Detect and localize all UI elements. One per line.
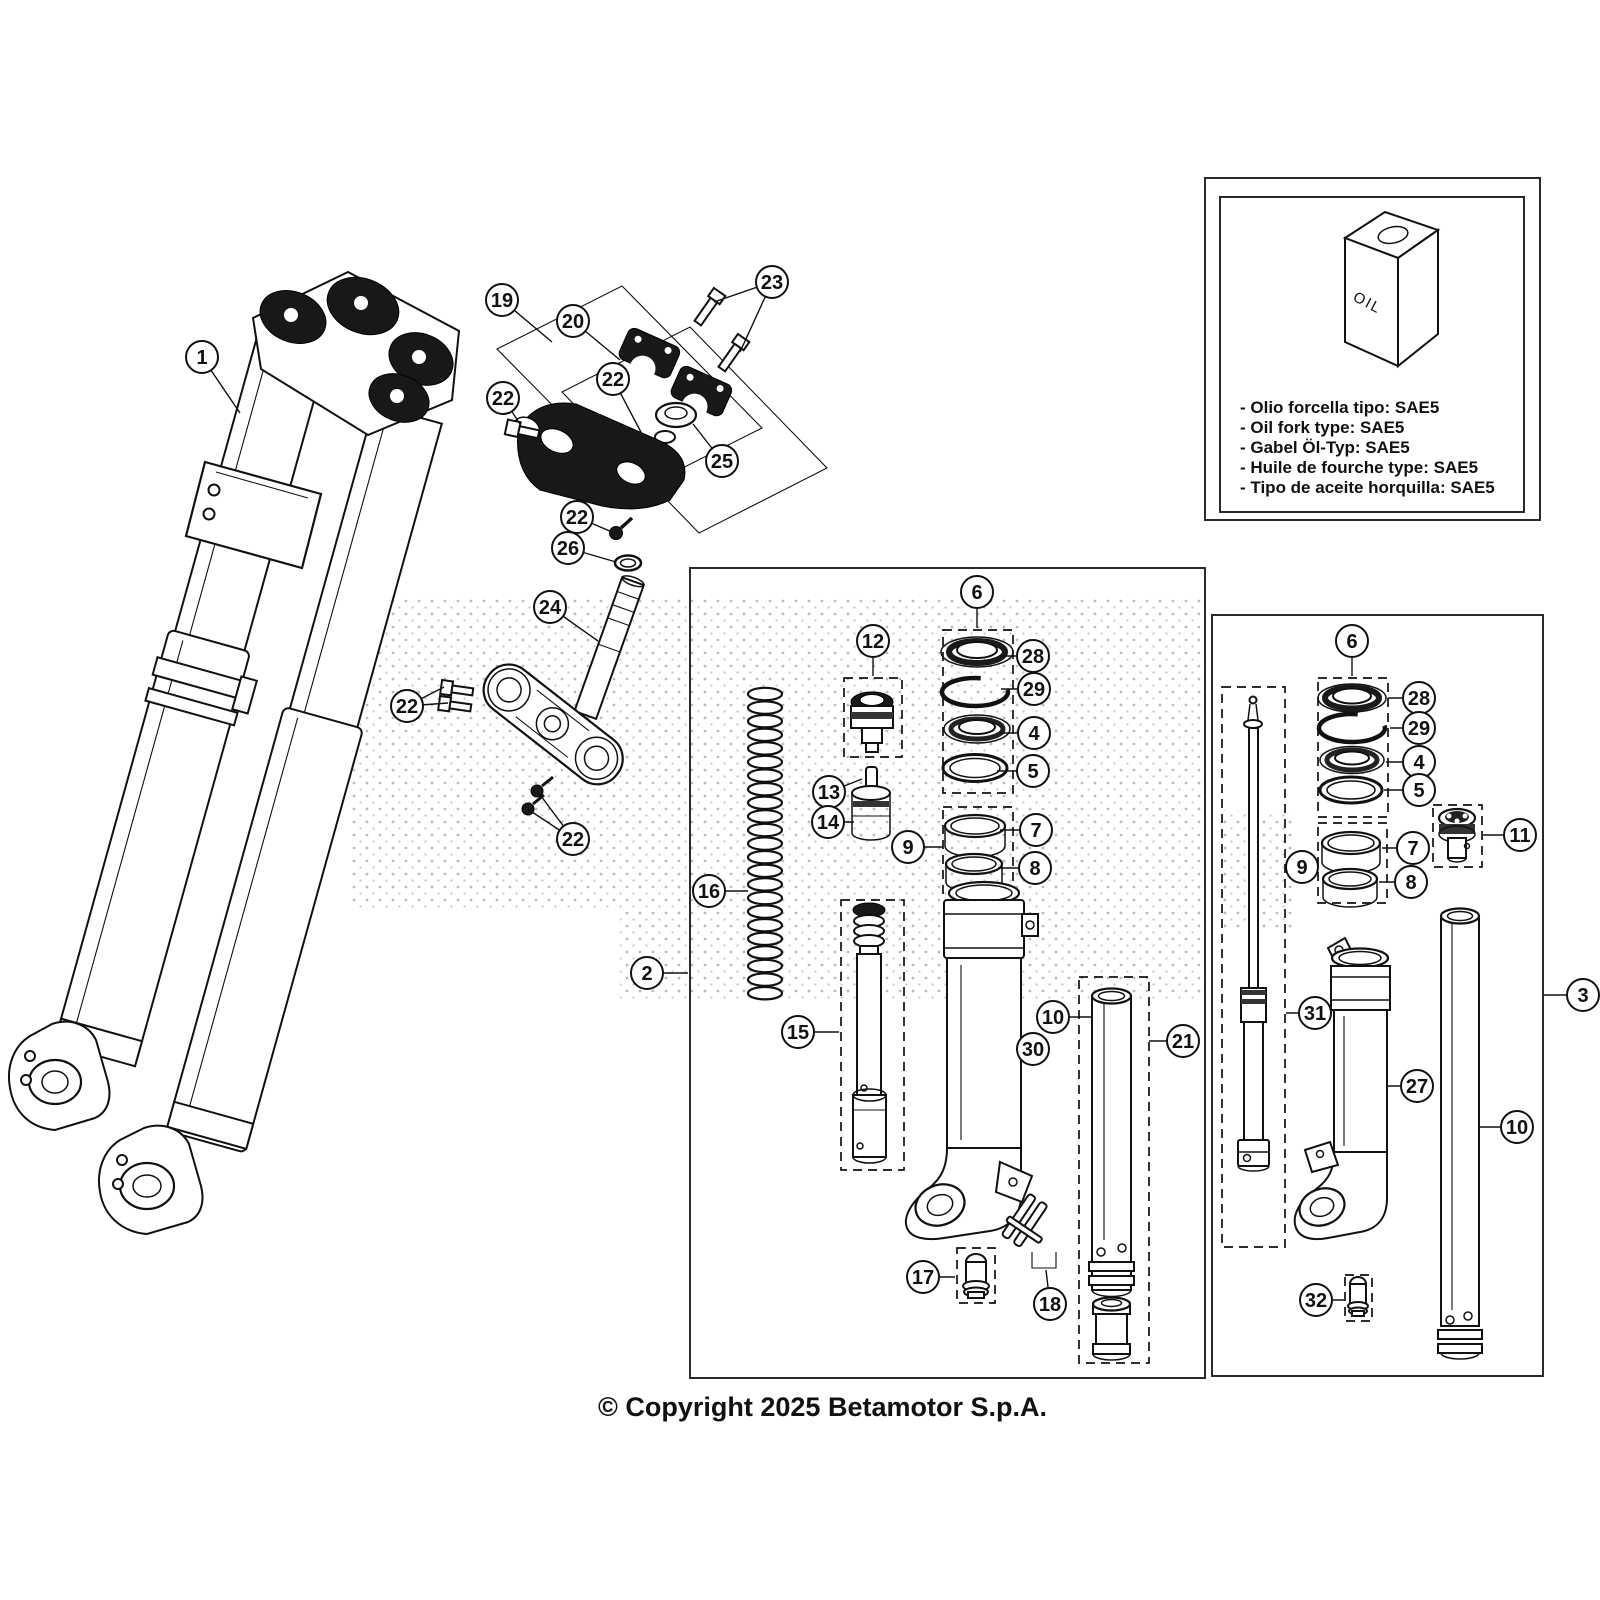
callout-1 <box>186 341 240 413</box>
part-compression-cap <box>1439 809 1475 862</box>
svg-text:8: 8 <box>1405 872 1417 894</box>
svg-text:8: 8 <box>1029 858 1041 880</box>
svg-text:7: 7 <box>1030 820 1042 842</box>
callout-25 <box>693 424 738 477</box>
callout-17 <box>907 1261 955 1293</box>
svg-text:5: 5 <box>1413 780 1425 802</box>
svg-text:22: 22 <box>601 369 625 391</box>
svg-text:10: 10 <box>1041 1007 1065 1029</box>
svg-text:15: 15 <box>786 1022 810 1044</box>
part-bushing-lower <box>1323 869 1377 907</box>
callout-19 <box>486 284 552 342</box>
callout-10 <box>1037 1001 1092 1033</box>
part-cartridge <box>853 903 886 1163</box>
svg-text:14: 14 <box>816 812 840 834</box>
front-axle-lug <box>9 1022 110 1130</box>
svg-text:5: 5 <box>1027 761 1039 783</box>
part-oil-seal <box>1320 747 1384 774</box>
callout-9 <box>1286 851 1318 883</box>
svg-text:11: 11 <box>1509 825 1531 847</box>
part-bushing-upper <box>1322 832 1380 873</box>
svg-text:6: 6 <box>971 582 983 604</box>
riser-bolt <box>716 334 749 373</box>
callout-10 <box>1480 1111 1533 1143</box>
svg-text:22: 22 <box>395 696 419 718</box>
svg-text:21: 21 <box>1171 1031 1195 1053</box>
callout-28 <box>1388 682 1435 714</box>
callout-7 <box>1382 832 1429 864</box>
callout-21 <box>1149 1025 1199 1057</box>
callout-22 <box>487 382 520 424</box>
part-outer-tube-right <box>1294 938 1390 1239</box>
svg-text:32: 32 <box>1304 1290 1328 1312</box>
svg-text:29: 29 <box>1407 718 1431 740</box>
right-panel-parts <box>1238 684 1482 1359</box>
svg-text:2: 2 <box>641 963 653 985</box>
svg-text:3: 3 <box>1577 985 1589 1007</box>
svg-text:28: 28 <box>1021 646 1045 668</box>
part-inner-tube-left <box>1089 989 1134 1361</box>
callout-26 <box>552 532 616 564</box>
svg-text:7: 7 <box>1407 838 1419 860</box>
svg-text:28: 28 <box>1407 688 1431 710</box>
rear-axle-lug <box>99 1126 203 1234</box>
callout-23 <box>714 266 788 352</box>
callout-3 <box>1544 979 1599 1011</box>
callout-6 <box>1336 625 1368 676</box>
svg-text:1: 1 <box>196 347 208 369</box>
callout-30 <box>1017 1033 1049 1065</box>
svg-text:22: 22 <box>565 507 589 529</box>
svg-text:4: 4 <box>1413 752 1425 774</box>
callout-32 <box>1300 1284 1344 1316</box>
oil-spec-line: - Tipo de aceite horquilla: SAE5 <box>1240 478 1495 497</box>
callout-11 <box>1483 819 1536 851</box>
callout-4 <box>1386 746 1435 778</box>
svg-text:6: 6 <box>1346 631 1358 653</box>
svg-text:20: 20 <box>561 311 585 333</box>
svg-text:27: 27 <box>1405 1076 1429 1098</box>
oil-spec-text <box>1240 398 1530 498</box>
svg-text:29: 29 <box>1022 679 1046 701</box>
svg-text:24: 24 <box>538 597 562 619</box>
callout-31 <box>1286 997 1331 1029</box>
svg-text:25: 25 <box>710 451 734 473</box>
part-valve <box>1348 1277 1368 1316</box>
callout-20 <box>557 305 620 360</box>
copyright-text: © Copyright 2025 Betamotor S.p.A. <box>598 1392 1047 1422</box>
part-damper-rod <box>1238 697 1269 1172</box>
svg-text:16: 16 <box>697 881 721 903</box>
part-washer-ring <box>943 755 1007 782</box>
part-inner-tube-right <box>1438 909 1482 1360</box>
part-washer-ring <box>1320 777 1382 803</box>
svg-text:19: 19 <box>490 290 514 312</box>
callout-15 <box>782 1016 839 1048</box>
callout-29 <box>1390 712 1435 744</box>
oil-container-label: OIL <box>1350 288 1385 318</box>
callout-18 <box>1034 1270 1066 1320</box>
part-spring <box>748 688 782 1000</box>
svg-text:10: 10 <box>1505 1117 1529 1139</box>
oil-container-icon <box>1345 212 1438 366</box>
callout-5 <box>1384 774 1435 806</box>
part-valve <box>963 1254 989 1298</box>
svg-text:13: 13 <box>817 782 841 804</box>
svg-text:26: 26 <box>556 538 580 560</box>
svg-text:12: 12 <box>861 631 885 653</box>
oil-spec-line: - Oil fork type: SAE5 <box>1240 418 1405 437</box>
riser-bolt <box>692 288 725 327</box>
svg-text:9: 9 <box>1296 857 1308 879</box>
svg-text:23: 23 <box>760 272 784 294</box>
svg-text:22: 22 <box>561 829 585 851</box>
svg-text:22: 22 <box>491 388 515 410</box>
svg-text:30: 30 <box>1021 1039 1045 1061</box>
part-dust-seal <box>1318 684 1386 712</box>
svg-text:18: 18 <box>1038 1294 1062 1316</box>
part-dust-seal <box>941 637 1013 667</box>
oil-spec-line: - Olio forcella tipo: SAE5 <box>1240 398 1440 417</box>
callout-27 <box>1388 1070 1433 1102</box>
svg-text:31: 31 <box>1303 1003 1327 1025</box>
svg-text:17: 17 <box>911 1267 935 1289</box>
oil-spec-line: - Huile de fourche type: SAE5 <box>1240 458 1479 477</box>
part-snap-ring <box>1319 714 1385 742</box>
oil-spec-line: - Gabel Öl-Typ: SAE5 <box>1240 438 1410 457</box>
svg-text:9: 9 <box>902 837 914 859</box>
svg-text:4: 4 <box>1028 723 1040 745</box>
